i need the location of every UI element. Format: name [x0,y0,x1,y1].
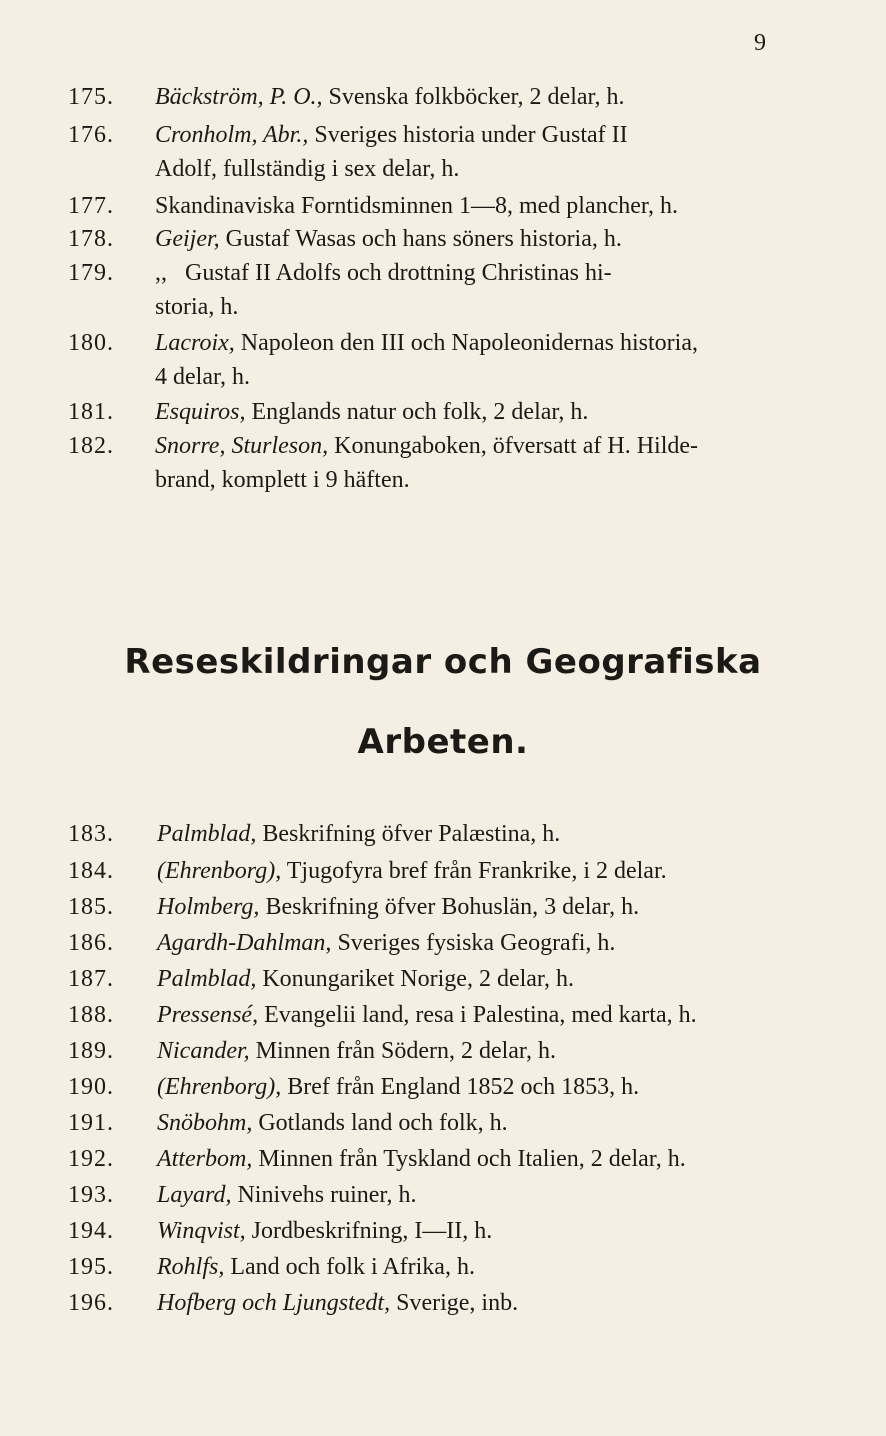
entry-number: 196. [68,1290,114,1316]
entry-number: 183. [68,821,114,847]
entry-number: 178. [68,226,114,252]
entry-author: Snöbohm, [157,1110,253,1136]
entry-author: Holmberg, [157,894,260,920]
entry-number: 185. [68,894,114,920]
entry-number: 186. [68,930,114,956]
entry-number: 189. [68,1038,114,1064]
entry-author: Nicander, [157,1038,250,1064]
entry-title: Minnen från Södern, 2 delar, h. [249,1038,556,1064]
entry-number: 191. [68,1110,114,1136]
entry-number: 182. [68,433,114,459]
entry-number: 194. [68,1218,114,1244]
entry-author: Geijer, [155,226,220,252]
entry-author: Snorre, Sturleson, [155,433,329,459]
entry-number: 176. [68,122,114,148]
entry-title: Minnen från Tyskland och Italien, 2 delar, h. [252,1146,686,1172]
entry-title: Englands natur och folk, 2 delar, h. [245,399,589,425]
entry-author: Bäckström, P. O., [155,84,323,110]
entry-title: Beskrifning öfver Bohuslän, 3 delar, h. [259,894,640,920]
page-number: 9 [754,30,766,56]
entry-title: Konungariket Norige, 2 delar, h. [256,966,574,992]
entry-number: 184. [68,858,114,884]
entry-number: 193. [68,1182,114,1208]
entry-title: Napoleon den III och Napoleonidernas historia, [234,330,698,356]
entry-author: Agardh-Dahlman, [157,930,332,956]
entry-title: Gustaf Wasas och hans söners historia, h. [219,226,622,252]
entry-author: Hofberg och Ljungstedt, [157,1290,391,1316]
entry-number: 180. [68,330,114,356]
entry-number: 177. [68,193,114,219]
entry-author: Palmblad, [157,966,257,992]
entry-title: Gotlands land och folk, h. [252,1110,508,1136]
entry-title: Konungaboken, öfversatt af H. Hilde- [328,433,698,459]
entry-title: Land och folk i Afrika, h. [224,1254,475,1280]
entry-number: 195. [68,1254,114,1280]
entry-number: 181. [68,399,114,425]
section-heading: Reseskildringar och Geografiska [124,642,762,682]
entry-author: Cronholm, Abr., [155,122,309,148]
entry-title: Sveriges fysiska Geografi, h. [331,930,616,956]
entry-title: Evangelii land, resa i Palestina, med karta, h. [258,1002,697,1028]
entry-title: Sverige, inb. [390,1290,519,1316]
entry-continuation: brand, komplett i 9 häften. [155,467,410,493]
entry-title: ,, Gustaf II Adolfs och drottning Christinas hi- [155,260,612,286]
entry-number: 192. [68,1146,114,1172]
entry-continuation: 4 delar, h. [155,364,251,390]
entry-continuation: Adolf, fullständig i sex delar, h. [155,156,460,182]
entry-author: (Ehrenborg), [157,1074,282,1100]
entry-author: Rohlfs, [157,1254,225,1280]
entry-number: 190. [68,1074,114,1100]
entry-title: Ninivehs ruiner, h. [231,1182,417,1208]
entry-title: Sveriges historia under Gustaf II [308,122,628,148]
entry-continuation: storia, h. [155,294,239,320]
entry-title: Beskrifning öfver Palæstina, h. [256,821,561,847]
entry-author: Atterbom, [157,1146,253,1172]
entry-title: Tjugofyra bref från Frankrike, i 2 delar. [281,858,667,884]
entry-title: Skandinaviska Forntidsminnen 1—8, med plancher, h. [155,193,678,219]
entry-author: Winqvist, [157,1218,246,1244]
entry-author: Palmblad, [157,821,257,847]
entry-author: Esquiros, [155,399,246,425]
entry-author: Pressensé, [157,1002,259,1028]
entry-title: Bref från England 1852 och 1853, h. [281,1074,640,1100]
section-heading-subtitle: Arbeten. [357,722,529,762]
entry-title: Svenska folkböcker, 2 delar, h. [322,84,625,110]
entry-number: 175. [68,84,114,110]
entry-author: Lacroix, [155,330,235,356]
entry-author: (Ehrenborg), [157,858,282,884]
entry-number: 188. [68,1002,114,1028]
entry-title: Jordbeskrifning, I—II, h. [245,1218,493,1244]
entry-author: Layard, [157,1182,232,1208]
entry-number: 179. [68,260,114,286]
entry-number: 187. [68,966,114,992]
